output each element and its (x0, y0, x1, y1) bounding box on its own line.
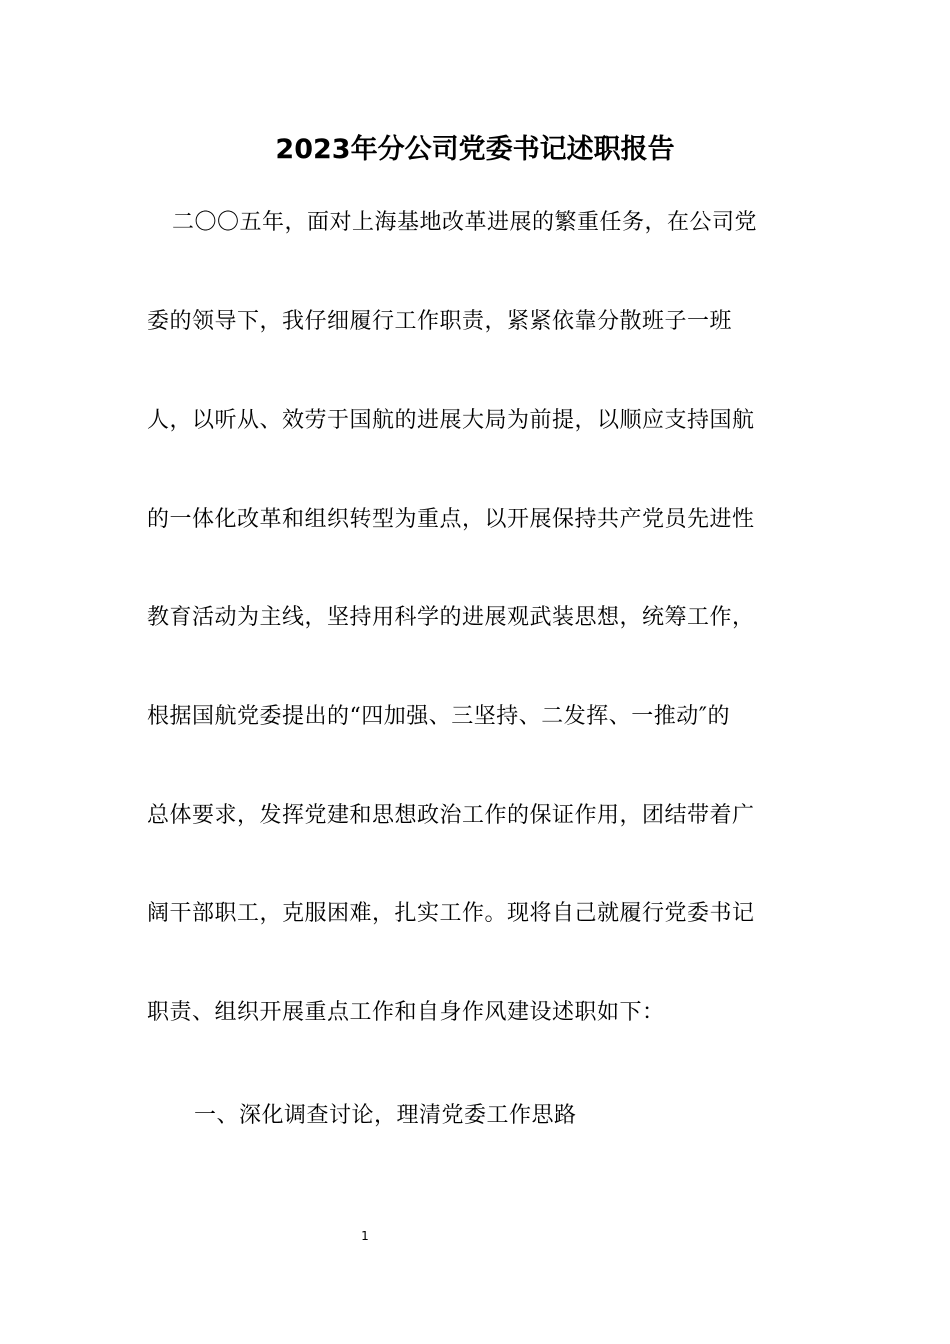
body-line: 总体要求，发挥党建和思想政治工作的保证作用，团结带着广 (147, 803, 755, 828)
body-line: 二〇〇五年，面对上海基地改革进展的繁重任务，在公司党 (172, 210, 758, 235)
document-title: 2023年分公司党委书记述职报告 (275, 134, 675, 165)
body-line: 阔干部职工，克服困难，扎实工作。现将自己就履行党委书记 (147, 901, 755, 926)
body-line: 人，以听从、效劳于国航的进展大局为前提，以顺应支持国航 (147, 408, 755, 433)
body-line: 的一体化改革和组织转型为重点，以开展保持共产党员先进性 (147, 507, 755, 532)
body-line: 根据国航党委提出的“四加强、三坚持、二发挥、一推动″的 (147, 704, 730, 729)
body-line: 职责、组织开展重点工作和自身作风建设述职如下： (147, 1000, 665, 1025)
body-line: 教育活动为主线，坚持用科学的进展观武装思想，统筹工作， (147, 605, 755, 630)
section-heading: 一、深化调查讨论，理清党委工作思路 (194, 1103, 577, 1128)
page-number: 1 (361, 1229, 369, 1243)
body-line: 委的领导下，我仔细履行工作职责，紧紧依靠分散班子一班 (147, 309, 733, 334)
